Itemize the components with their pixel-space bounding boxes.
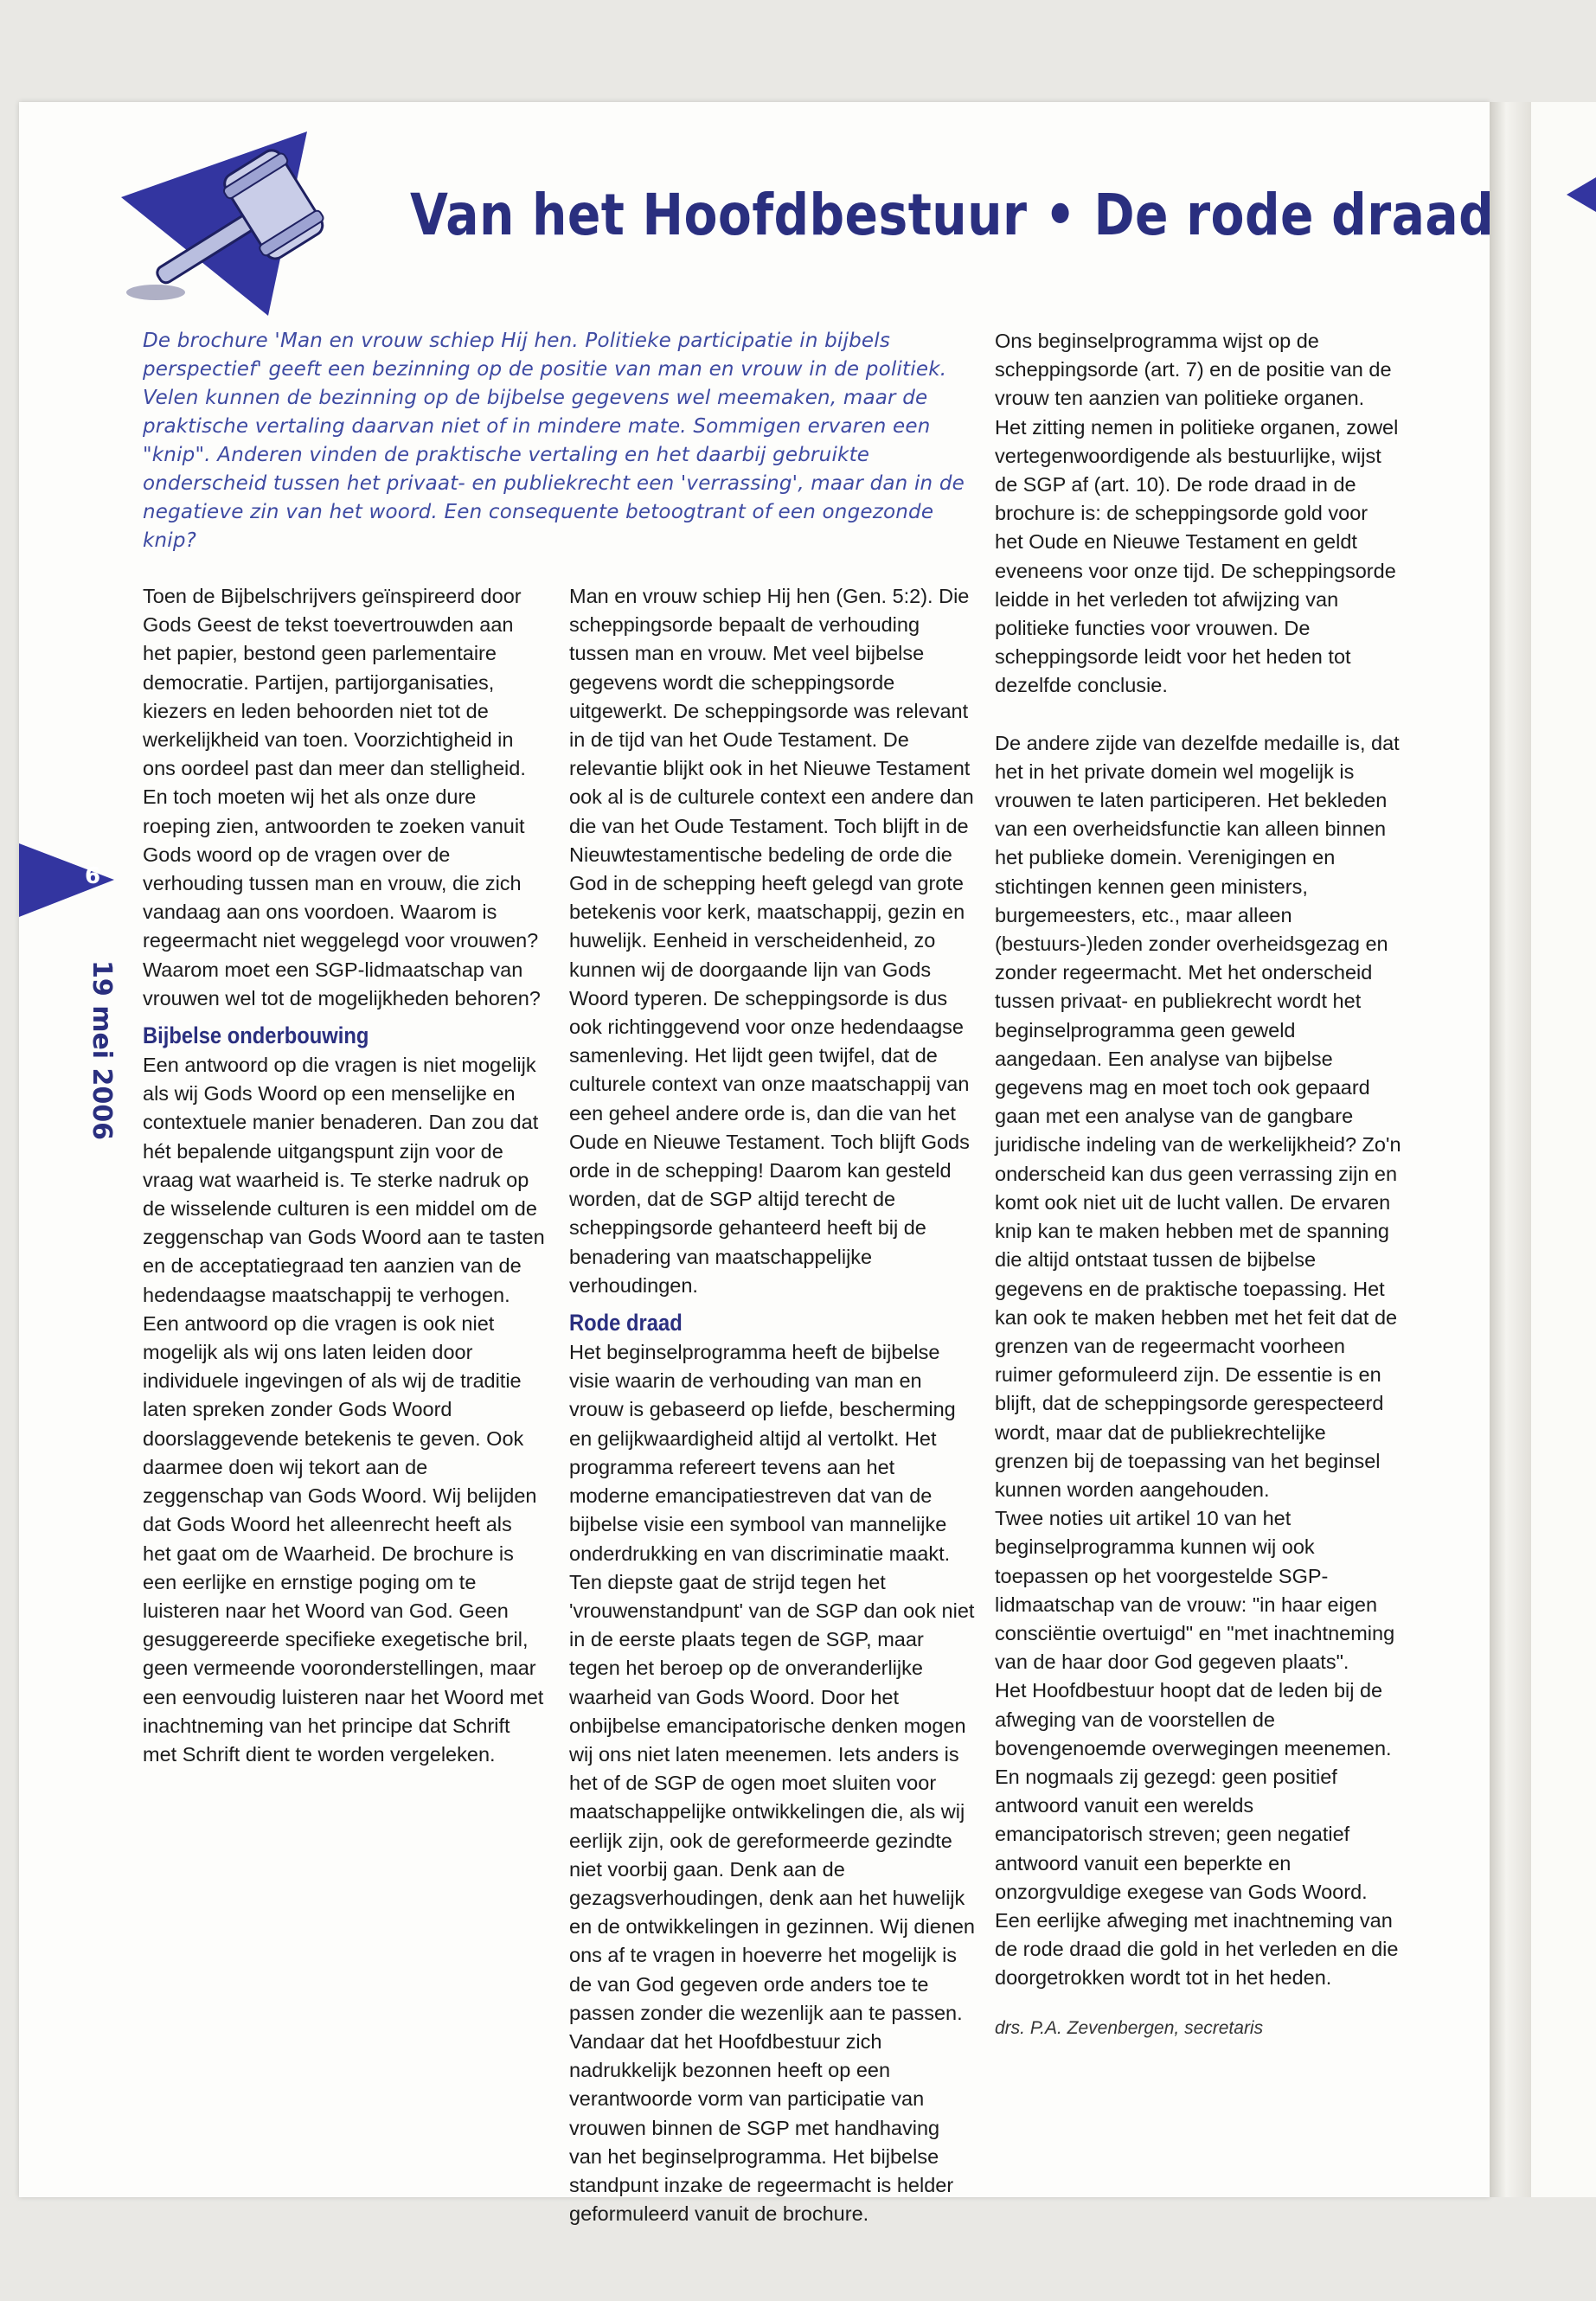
- paragraph: Man en vrouw schiep Hij hen (Gen. 5:2). Die scheppingsorde bepaalt de verhouding tussen man en vrouw. Met veel bijbelse gegevens wordt die scheppingsorde uitgewerkt. De scheppingsorde was relevant in de tijd van het Oude Testament. De relevantie blijkt ook in het Nieuwe Testament ook al is de culturele context een andere dan die van het Oude Testament. Toch blijft in de Nieuwtestamentische bedeling de orde die God in de schepping heeft gelegd van grote betekenis voor kerk, maatschappij, gezin en huwelijk. Eenheid in verscheidenheid, zo kunnen wij de doorgaande lijn van Gods Woord typeren. De scheppingsorde is dus ook richtinggevend voor onze hedendaagse samenleving. Het lijdt geen twijfel, dat de culturele context van onze maatschappij van een geheel andere orde is, dan die van het Oude en Nieuwe Testament. Toch blijft Gods orde in de schepping! Daarom kan gesteld worden, dat de SGP altijd terecht de scheppingsorde gehanteerd heeft bij de benadering van maatschappelijke verhoudingen.: [569, 585, 974, 1297]
- issue-date: 19 mei 2006: [87, 960, 117, 1141]
- gavel-triangle-icon: [121, 130, 381, 320]
- section-heading-bijbelse-onderbouwing: Bijbelse onderbouwing: [143, 1022, 369, 1049]
- paragraph: Twee noties uit artikel 10 van het beginselprogramma kunnen wij ook toepassen op het voorgestelde SGP-lidmaatschap van de vrouw: "in haar eigen consciëntie overtuigd" en "met inachtneming van de haar door God gegeven plaats".: [995, 1507, 1395, 1674]
- paragraph: Het Hoofdbestuur hoopt dat de leden bij de afweging van de voorstellen de bovengenoemde overwegingen meenemen. En nogmaals zij gezegd: geen positief antwoord vanuit een werelds emancipatorisch streven; geen negatief antwoord vanuit een beperkte en onzorgvuldige exegese van Gods Woord. Een eerlijke afweging met inachtneming van de rode draad die gold in het verleden en die doorgetrokken wordt tot in het heden.: [995, 1679, 1399, 1990]
- paragraph: Ons beginselprogramma wijst op de scheppingsorde (art. 7) en de positie van de vrouw ten aanzien van politieke organen. Het zitting nemen in politieke organen, zowel vertegenwoordigende als bestuurlijke, wijst de SGP af (art. 10). De rode draad in de brochure is: de scheppingsorde gold voor het Oude en Nieuwe Testament en geldt eveneens voor onze tijd. De scheppingsorde leidde in het verleden tot afwijzing van politieke functies voor vrouwen. De scheppingsorde leidt voor het heden tot dezelfde conclusie.: [995, 330, 1399, 697]
- article-column-3: [995, 327, 1401, 2042]
- paragraph: Toen de Bijbelschrijvers geïnspireerd door Gods Geest de tekst toevertrouwden aan het papier, bestond geen parlementaire democratie. Partijen, partijorganisaties, kiezers en leden behoorden niet tot de werkelijkheid van toen. Voorzichtigheid in ons oordeel past dan meer dan stelligheid. En toch moeten wij het als onze dure roeping zien, antwoorden te zoeken vanuit Gods woord op de vragen over de verhouding tussen man en vrouw, die zich vandaag aan ons voordoen. Waarom is regeermacht niet weggelegd voor vrouwen? Waarom moet een SGP-lidmaatschap van vrouwen wel tot de mogelijkheden behoren?: [143, 585, 541, 1009]
- article-column-1: [143, 582, 545, 1769]
- page-number: 6: [84, 863, 101, 889]
- page-title: Van het Hoofdbestuur • De rode draad: [410, 182, 1495, 248]
- paragraph: Het beginselprogramma heeft de bijbelse visie waarin de verhouding van man en vrouw is gebaseerd op liefde, bescherming en gelijkwaardigheid altijd al vertolkt. Het programma refereert tevens aan het moderne emancipatiestreven dat van de bijbelse visie een symbool van mannelijke onderdrukking en van discriminatie maakt. Ten diepste gaat de strijd tegen het 'vrouwenstandpunt' van de SGP dan ook niet in de eerste plaats tegen de SGP, maar tegen het beroep op de onveranderlijke waarheid van Gods Woord. Door het onbijbelse emancipatorische denken mogen wij ons niet laten meenemen. Iets anders is het of de SGP de ogen moet sluiten voor maatschappelijke ontwikkelingen die, als wij eerlijk zijn, ook de gereformeerde gezindte niet voorbij gaan. Denk aan de gezagsverhoudingen, denk aan het huwelijk en de ontwikkelingen in gezinnen. Wij dienen ons af te vragen in hoeverre het mogelijk is de van God gegeven orde anders toe te passen zonder die wezenlijk aan te passen. Vandaar dat het Hoofdbestuur zich nadrukkelijk bezonnen heeft op een verantwoorde vorm van participatie van vrouwen binnen de SGP met handhaving van het beginselprogramma. Het bijbelse standpunt inzake de regeermacht is helder geformuleerd vanuit de brochure.: [569, 1341, 976, 2226]
- triangle-arrow-icon: [1561, 177, 1596, 212]
- next-page-edge: [1531, 102, 1596, 2197]
- section-heading-rode-draad: Rode draad: [569, 1310, 683, 1336]
- paragraph: Een antwoord op die vragen is niet mogelijk als wij Gods Woord op een menselijke en contextuele manier benaderen. Dan zou dat hét bepalende uitgangspunt zijn voor de vraag wat waarheid is. Te sterke nadruk op de wisselende culturen is een middel om de zeggenschap van Gods Woord aan te tasten en de acceptatiegraad ten aanzien van de hedendaagse maatschappij te verhogen. Een antwoord op die vragen is ook niet mogelijk als wij ons laten leiden door individuele ingevingen of als wij de traditie laten spreken zonder Gods Woord doorslaggevende betekenis te geven. Ook daarmee doen wij tekort aan de zeggenschap van Gods Woord. Wij belijden dat Gods Woord het alleenrecht heeft als het gaat om de Waarheid. De brochure is een eerlijke en ernstige poging om te luisteren naar het Woord van God. Geen gesuggereerde specifieke exegetische bril, geen vermeende vooronderstellingen, maar een eenvoudig luisteren naar het Woord met inachtneming van het principe dat Schrift met Schrift dient te worden vergeleken.: [143, 1054, 545, 1766]
- paragraph: De andere zijde van dezelfde medaille is, dat het in het private domein wel mogelijk is vrouwen te laten participeren. Het bekleden van een overheidsfunctie kan alleen binnen het publieke domein. Verenigingen en stichtingen kennen geen ministers, burgemeesters, etc., maar alleen (bestuurs-)leden zonder overheidsgezag en zonder regeermacht. Met het onderscheid tussen privaat- en publiekrecht wordt het beginselprogramma geen geweld aangedaan. Een analyse van bijbelse gegevens mag en moet toch ook gepaard gaan met een analyse van de gangbare juridische indeling van de werkelijkheid? Zo'n onderscheid kan dus geen verrassing zijn en komt ook niet uit de lucht vallen. De ervaren knip kan te maken hebben met de spanning die altijd ontstaat tussen de bijbelse gegevens en de praktische toepassing. Het kan ook te maken hebben met het feit dat de grenzen van de regeermacht voorheen ruimer geformuleerd zijn. De essentie is en blijft, dat de scheppingsorde gerespecteerd wordt, maar dat de publiekrechtelijke grenzen bij de toepassing van het beginsel kunnen worden aangehouden.: [995, 731, 1401, 1501]
- author-signature: drs. P.A. Zevenbergen, secretaris: [995, 2017, 1264, 2038]
- intro-lead: De brochure 'Man en vrouw schiep Hij hen. Politieke participatie in bijbels perspectief' geeft een bezinning op de positie van man en vrouw in de politiek. Velen kunnen de bezinning op de bijbelse gegevens wel meemaken, maar de praktische vertaling daarvan niet of in mindere mate. Sommigen ervaren een "knip". Anderen vinden de praktische vertaling en het daarbij gebruikte onderscheid tussen het privaat- en publiekrecht een 'verrassing', maar dan in de negatieve zin van het woord. Een consequente betoogtrant of een ongezonde knip?: [143, 330, 965, 552]
- page-spine: [1490, 102, 1531, 2197]
- article-column-2: [569, 582, 976, 2228]
